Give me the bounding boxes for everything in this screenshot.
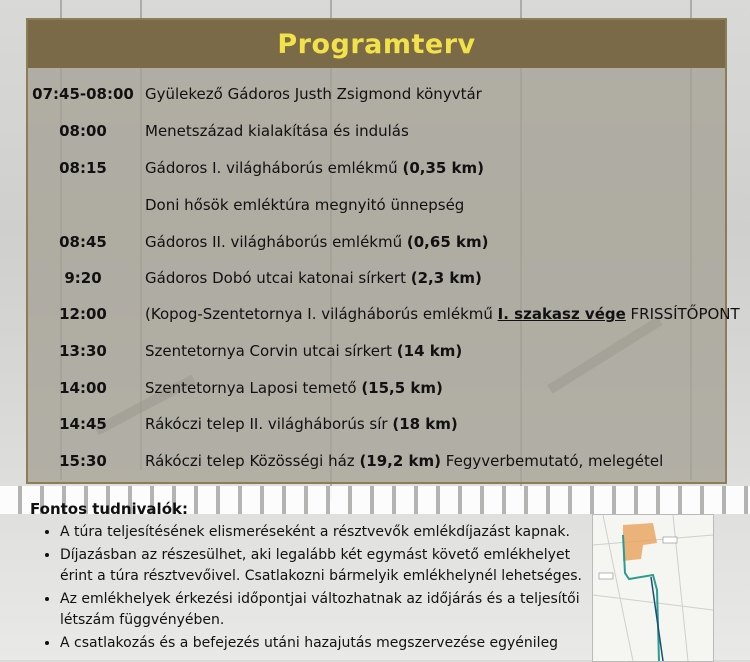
schedule-distance: (0,65 km)	[406, 233, 489, 251]
schedule-text: Gádoros II. világháborús emlékmű	[145, 233, 407, 251]
schedule-row	[28, 228, 725, 256]
schedule-time: 08:00	[59, 122, 107, 140]
info-title: Fontos tudnivalók:	[30, 500, 188, 518]
schedule-row	[28, 264, 725, 292]
schedule-text: Gyülekező Gádoros Justh Zsigmond könyvtár	[145, 85, 482, 103]
schedule-time: 15:30	[59, 452, 107, 470]
route-map-graphic	[593, 515, 713, 661]
schedule-time: 14:00	[59, 379, 107, 397]
schedule-row	[28, 374, 725, 402]
schedule-description	[145, 122, 409, 140]
schedule-text: Gádoros Dobó utcai katonai sírkert	[145, 269, 411, 287]
schedule-time: 9:20	[64, 269, 102, 287]
panel-header	[28, 20, 725, 68]
info-item: • Az emlékhelyek érkezési időpontjai változhatnak az időjárás és a teljesítői létszám függvényében.	[60, 589, 590, 631]
schedule-distance: (19,2 km)	[359, 452, 442, 470]
schedule-time: 14:45	[59, 415, 107, 433]
schedule-row	[28, 80, 725, 108]
schedule-time: 07:45-08:00	[32, 85, 134, 103]
schedule-text: Rákóczi telep II. világháborús sír	[145, 415, 393, 433]
schedule-distance: (15,5 km)	[361, 379, 443, 397]
schedule-description	[145, 305, 740, 323]
schedule-description	[145, 85, 482, 103]
schedule-description	[145, 415, 458, 433]
schedule-extra: Fegyverbemutató, melegétel	[441, 452, 664, 470]
schedule-text: Gádoros I. világháborús emlékmű	[145, 159, 403, 177]
info-item: • Díjazásban az részesülhet, aki legalább két egymást követő emlékhelyet érint a túra résztvevőivel. Csatlakozni bármelyik emlékhelynél lehetséges.	[60, 545, 590, 587]
schedule-distance: (2,3 km)	[410, 269, 482, 287]
schedule-text: Szentetornya Corvin utcai sírkert	[145, 342, 397, 360]
schedule-row	[28, 300, 740, 328]
schedule-text: (Kopog-Szentetornya I. világháborús emlékmű	[145, 305, 498, 323]
schedule-distance: (0,35 km)	[402, 159, 485, 177]
schedule-description	[145, 233, 488, 251]
schedule-time: 08:45	[59, 233, 107, 251]
schedule-row	[28, 447, 725, 475]
schedule-description	[145, 452, 663, 470]
schedule-text: Menetszázad kialakítása és indulás	[145, 122, 409, 140]
schedule-row	[28, 154, 725, 182]
schedule-distance: (14 km)	[396, 342, 463, 360]
info-section	[30, 500, 590, 656]
info-item: • A csatlakozás és a befejezés utáni hazajutás megszervezése egyénileg	[60, 633, 590, 654]
schedule-description	[145, 269, 482, 287]
route-map	[592, 514, 714, 662]
schedule-text: Doni hősök emléktúra megnyitó ünnepség	[145, 196, 465, 214]
schedule-extra: FRISSÍTŐPONT	[625, 305, 740, 323]
schedule-text: Szentetornya Laposi temető	[145, 379, 362, 397]
panel-title: Programterv	[277, 28, 476, 60]
info-item: • A túra teljesítésének elismeréseként a résztvevők emlékdíjazást kapnak.	[60, 522, 590, 543]
schedule-time: 13:30	[59, 342, 107, 360]
schedule-distance: (18 km)	[392, 415, 458, 433]
schedule-row	[28, 410, 725, 438]
schedule-row	[28, 337, 725, 365]
schedule-text: Rákóczi telep Közösségi ház	[145, 452, 360, 470]
schedule-time: 12:00	[59, 305, 107, 323]
schedule-description	[145, 379, 443, 397]
info-list	[30, 522, 590, 654]
schedule-row	[28, 191, 725, 219]
program-panel	[26, 18, 740, 484]
schedule-description	[145, 196, 464, 214]
schedule-description	[145, 159, 484, 177]
schedule-row	[28, 117, 725, 145]
schedule-description	[145, 342, 462, 360]
schedule-stage-end: I. szakasz vége	[497, 305, 626, 323]
schedule-time: 08:15	[59, 159, 107, 177]
